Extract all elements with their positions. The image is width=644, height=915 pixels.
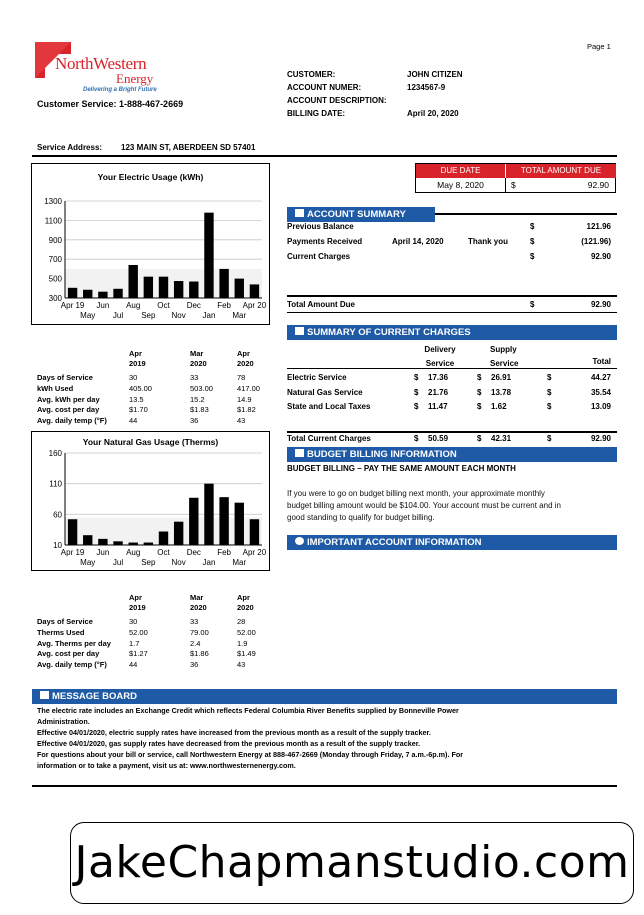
x-tick-label: Sep	[141, 558, 156, 567]
charge-total-currency: $	[547, 387, 552, 397]
x-tick-label: Apr 19	[60, 548, 85, 557]
charge-delivery-currency: $	[414, 402, 419, 411]
elec-row-value: 405.00	[129, 383, 152, 393]
account-summary-rows	[287, 222, 617, 282]
account-description	[407, 94, 463, 107]
budget-line-1: If you were to go on budget billing next month, your approximate monthly	[287, 489, 545, 498]
gas-stats-table	[37, 593, 277, 673]
x-tick-label: Apr 20	[242, 301, 267, 310]
account-row-label: Payments Received	[287, 237, 363, 246]
footer-divider	[32, 785, 617, 787]
elec-row-value: $1.83	[190, 405, 209, 415]
x-tick-label: Sep	[141, 311, 156, 320]
chart-bar	[98, 539, 107, 545]
account-summary-title: ACCOUNT SUMMARY	[307, 209, 406, 220]
x-tick-label: Mar	[232, 311, 247, 320]
gas-row-value: 52.00	[237, 627, 256, 637]
message-line: The electric rate includes an Exchange Credit which reflects Federal Columbia River Benefits supplied by Bonneville Power	[37, 706, 459, 715]
x-tick-label: Aug	[126, 301, 141, 310]
gas-chart-title: Your Natural Gas Usage (Therms)	[82, 437, 219, 447]
info-icon	[295, 537, 304, 545]
charge-total-currency: $	[547, 402, 552, 411]
chart-bar	[144, 543, 153, 545]
delivery-header-2: Service	[425, 359, 455, 368]
message-board-header	[32, 689, 617, 704]
gas-row-value: 52.00	[129, 627, 148, 637]
charge-delivery: 50.59	[428, 434, 449, 443]
chart-bar	[174, 281, 183, 298]
total-header: Total	[592, 357, 611, 366]
x-tick-label: Jan	[202, 311, 216, 320]
elec-row-label: Avg. kWh per day	[37, 394, 100, 404]
account-row-currency: $	[530, 237, 535, 246]
y-tick-label: 1100	[44, 216, 62, 226]
charge-total-currency: $	[547, 373, 552, 382]
elec-row-value: 36	[190, 416, 199, 426]
total-amount-due-label: Total Amount Due	[287, 300, 355, 309]
x-tick-label: Jun	[96, 301, 110, 310]
elec-row-label: Days of Service	[37, 373, 93, 382]
gas-row-value: $1.86	[190, 649, 209, 659]
charge-row-label: Total Current Charges	[287, 434, 371, 443]
customer-name: JOHN CITIZEN	[407, 70, 463, 79]
budget-text	[287, 488, 561, 524]
chart-bar	[128, 265, 137, 298]
y-tick-label: 110	[49, 479, 62, 489]
charge-supply: 42.31	[491, 434, 512, 443]
watermark-box	[70, 822, 634, 904]
electric-chart-svg	[32, 164, 269, 324]
due-box	[415, 163, 616, 193]
budget-line-3: good standing to qualify for budget billing.	[287, 513, 435, 522]
y-tick-label: 1300	[44, 197, 62, 206]
y-tick-label: 700	[48, 255, 62, 265]
elec-row-value: $1.82	[237, 405, 256, 415]
charges-total-rule	[287, 431, 617, 433]
elec-row-value: 43	[237, 416, 246, 426]
chart-bar	[144, 277, 153, 298]
x-tick-label: Apr 19	[60, 301, 85, 310]
chart-bar	[235, 279, 244, 298]
x-tick-label: Feb	[217, 548, 232, 557]
charge-total: 44.27	[590, 373, 611, 382]
chart-bar	[204, 484, 213, 545]
charge-total-currency: $	[547, 434, 552, 443]
gas-row-value: 1.7	[129, 638, 140, 648]
electric-usage-chart	[31, 163, 270, 325]
chart-bar	[98, 292, 107, 298]
gas-col-header: Mar 2020	[190, 593, 207, 612]
charge-supply-currency: $	[477, 387, 482, 397]
account-number: 1234567-9	[407, 83, 446, 92]
elec-row-value: $1.70	[129, 405, 148, 415]
gas-row-label: Avg. daily temp (°F)	[37, 660, 107, 670]
chart-bar	[83, 290, 92, 298]
gas-row-value: 28	[237, 617, 246, 626]
elec-row-label: kWh Used	[37, 383, 74, 393]
elec-row-value: 15.2	[190, 394, 205, 404]
gas-row-label: Days of Service	[37, 617, 93, 626]
x-tick-label: Feb	[217, 301, 232, 310]
chart-bar	[250, 519, 259, 545]
watermark-text: JakeChapmanstudio.com	[74, 837, 630, 888]
chart-bar	[189, 498, 198, 545]
charge-row-label: Natural Gas Service	[287, 387, 363, 397]
charge-supply-currency: $	[477, 434, 482, 443]
elec-row-value: 13.5	[129, 394, 144, 404]
message-line: information or to take a payment, visit us at: www.northwesternenergy.com.	[37, 761, 296, 770]
account-row-date: April 14, 2020	[392, 237, 444, 246]
due-currency: $	[511, 180, 516, 190]
billing-date: April 20, 2020	[407, 109, 459, 118]
electric-chart-title: Your Electric Usage (kWh)	[97, 172, 204, 182]
charge-delivery-currency: $	[414, 434, 419, 443]
charge-row-label: State and Local Taxes	[287, 402, 371, 411]
important-info-title: IMPORTANT ACCOUNT INFORMATION	[307, 537, 482, 548]
message-board-title: MESSAGE BOARD	[52, 691, 137, 702]
gas-row-value: 43	[237, 660, 246, 670]
budget-header	[287, 447, 617, 462]
chart-bar	[68, 519, 77, 545]
account-row-currency: $	[530, 252, 535, 261]
account-description-label: ACCOUNT DESCRIPTION:	[287, 96, 387, 105]
charge-supply: 13.78	[491, 387, 512, 397]
account-row-amount: 92.90	[590, 252, 611, 261]
person-icon	[295, 209, 304, 217]
x-tick-label: Oct	[157, 548, 170, 557]
charge-supply-currency: $	[477, 373, 482, 382]
gas-row-value: $1.49	[237, 649, 256, 659]
chart-bar	[83, 535, 92, 545]
supply-header	[490, 343, 518, 371]
charge-delivery: 17.36	[428, 373, 449, 382]
service-address-label: Service Address:	[37, 143, 103, 152]
customer-label: CUSTOMER:	[287, 70, 336, 79]
logo-brand-text: NorthWestern	[55, 54, 147, 73]
gas-row-value: $1.27	[129, 649, 148, 659]
x-tick-label: Dec	[186, 548, 201, 557]
account-summary-rule	[435, 213, 617, 215]
x-tick-label: Jul	[112, 311, 124, 320]
gas-row-value: 44	[129, 660, 138, 670]
charge-delivery: 11.47	[428, 402, 448, 411]
x-tick-label: Mar	[232, 558, 247, 567]
gas-usage-chart	[31, 431, 270, 571]
y-tick-label: 160	[48, 449, 62, 458]
chart-bar	[189, 282, 198, 298]
message-icon	[40, 691, 49, 699]
x-tick-label: May	[80, 558, 96, 567]
company-logo	[33, 40, 168, 98]
total-due-amount: 92.90	[587, 180, 609, 190]
chart-bar	[219, 269, 228, 298]
delivery-header	[422, 343, 458, 371]
budget-title: BUDGET BILLING INFORMATION	[307, 449, 457, 460]
logo-tagline: Delivering a Bright Future	[83, 87, 157, 93]
chart-bar	[113, 289, 122, 298]
account-summary-header	[287, 207, 435, 222]
chart-bar	[113, 541, 122, 545]
message-board-body	[37, 705, 607, 771]
elec-col-header: Apr 2019	[129, 349, 146, 368]
message-line: Administration.	[37, 717, 90, 726]
x-tick-label: Nov	[171, 311, 186, 320]
charge-row-label: Electric Service	[287, 373, 347, 382]
calendar-icon	[295, 449, 304, 457]
customer-service-phone: Customer Service: 1-888-467-2669	[37, 99, 184, 109]
header-divider	[32, 155, 617, 157]
current-charges-title: SUMMARY OF CURRENT CHARGES	[307, 327, 471, 338]
elec-row-value: 417.00	[237, 383, 260, 393]
chart-bar	[235, 503, 244, 545]
gas-col-header: Apr 2020	[237, 593, 254, 612]
account-row-label: Previous Balance	[287, 222, 354, 231]
important-info-header	[287, 535, 617, 550]
elec-row-label: Avg. daily temp (°F)	[37, 416, 107, 426]
due-date: May 8, 2020	[416, 178, 506, 193]
budget-line-2: budget billing amount would be $104.00. Your account must be current and in	[287, 501, 561, 510]
total-amount-due-currency: $	[530, 300, 535, 309]
charge-total: 92.90	[590, 434, 611, 443]
charge-supply: 1.62	[491, 402, 507, 411]
charge-supply-currency: $	[477, 402, 482, 411]
edit-icon	[295, 327, 304, 335]
message-line: For questions about your bill or service, call Northwestern Energy at 888-467-2669 (Monday through Friday, 7 a.m.-6p.m). For	[37, 750, 464, 759]
gas-row-value: 1.9	[237, 638, 248, 648]
total-due-header: TOTAL AMOUNT DUE	[506, 164, 616, 178]
elec-row-value: 14.9	[237, 394, 252, 404]
supply-header-2: Service	[490, 359, 519, 368]
message-line: Effective 04/01/2020, electric supply rates have increased from the previous month as a result of the supply tracker.	[37, 728, 431, 737]
charge-delivery: 21.76	[428, 387, 449, 397]
due-date-header: DUE DATE	[416, 164, 506, 178]
service-address: 123 MAIN ST, ABERDEEN SD 57401	[121, 143, 256, 152]
message-line: Effective 04/01/2020, gas supply rates have decreased from the previous month as a result of the supply tracker.	[37, 739, 421, 748]
y-tick-label: 10	[53, 541, 62, 550]
x-tick-label: Dec	[186, 301, 201, 310]
elec-row-value: 503.00	[190, 383, 213, 393]
y-tick-label: 900	[48, 235, 62, 245]
account-row-label: Current Charges	[287, 252, 351, 261]
charge-delivery-currency: $	[414, 373, 419, 382]
x-tick-label: Apr 20	[242, 548, 267, 557]
chart-bar	[159, 532, 168, 545]
chart-bar	[128, 543, 137, 545]
elec-row-value: 78	[237, 373, 246, 382]
gas-row-value: 30	[129, 617, 138, 626]
x-tick-label: May	[80, 311, 96, 320]
chart-bar	[219, 497, 228, 545]
electric-stats-table	[37, 349, 277, 429]
charge-total: 35.54	[590, 387, 611, 397]
elec-row-label: Avg. cost per day	[37, 405, 100, 415]
logo-brand-energy: Energy	[116, 71, 154, 86]
budget-subtitle: BUDGET BILLING – PAY THE SAME AMOUNT EACH MONTH	[287, 464, 516, 473]
x-tick-label: Jun	[96, 548, 110, 557]
gas-row-value: 33	[190, 617, 199, 626]
charges-rows	[287, 372, 617, 422]
gas-col-header: Apr 2019	[129, 593, 146, 612]
elec-row-value: 44	[129, 416, 138, 426]
chart-bar	[204, 213, 213, 298]
elec-col-header: Mar 2020	[190, 349, 207, 368]
delivery-header-1: Delivery	[424, 345, 456, 354]
elec-row-value: 30	[129, 373, 138, 382]
charges-total-row	[287, 434, 617, 446]
chart-bar	[159, 277, 168, 298]
account-bottom-rule	[287, 312, 617, 313]
chart-bar	[250, 284, 259, 298]
account-total-rule	[287, 295, 617, 297]
x-tick-label: Oct	[157, 301, 170, 310]
y-tick-label: 60	[53, 510, 62, 520]
x-tick-label: Nov	[171, 558, 186, 567]
gas-row-value: 2.4	[190, 638, 201, 648]
charge-total: 13.09	[590, 402, 611, 411]
total-amount-due-value: 92.90	[590, 300, 611, 309]
chart-bar	[174, 522, 183, 545]
charges-header-rule	[287, 368, 617, 369]
customer-values	[407, 68, 463, 120]
y-tick-label: 500	[48, 274, 62, 284]
gas-row-value: 79.00	[190, 627, 209, 637]
supply-header-1: Supply	[490, 345, 517, 354]
elec-col-header: Apr 2020	[237, 349, 254, 368]
gas-row-label: Therms Used	[37, 627, 85, 637]
gas-chart-svg	[32, 432, 269, 570]
gas-row-label: Avg. Therms per day	[37, 638, 111, 648]
account-row-currency: $	[530, 222, 535, 231]
account-number-label: ACCOUNT NUMER:	[287, 83, 362, 92]
account-row-note: Thank you	[468, 237, 509, 246]
account-row-amount: (121.96)	[581, 237, 611, 246]
charge-delivery-currency: $	[414, 387, 419, 397]
current-charges-header	[287, 325, 617, 340]
y-tick-label: 300	[48, 294, 62, 303]
x-tick-label: Aug	[126, 548, 141, 557]
customer-labels	[287, 68, 387, 120]
gas-row-value: 36	[190, 660, 199, 670]
page-number: Page 1	[587, 42, 611, 51]
billing-date-label: BILLING DATE:	[287, 109, 346, 118]
x-tick-label: Jul	[112, 558, 124, 567]
charge-supply: 26.91	[491, 373, 512, 382]
x-tick-label: Jan	[202, 558, 216, 567]
gas-row-label: Avg. cost per day	[37, 649, 100, 659]
account-row-amount: 121.96	[586, 222, 611, 231]
chart-bar	[68, 288, 77, 298]
elec-row-value: 33	[190, 373, 199, 382]
